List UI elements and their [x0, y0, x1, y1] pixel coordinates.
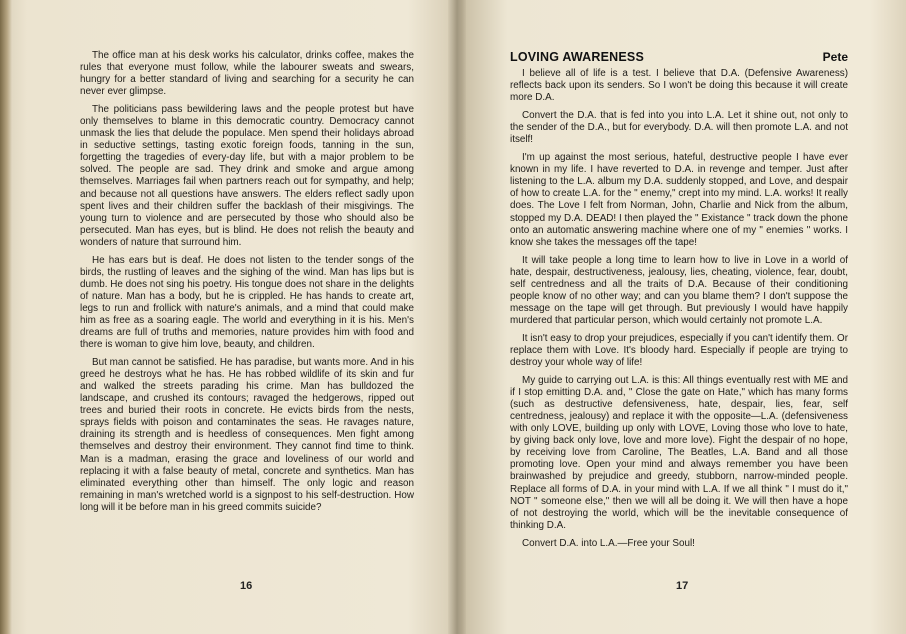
- left-page-body: [80, 50, 414, 520]
- left-page: [0, 0, 452, 634]
- paragraph: He has ears but is deaf. He does not listen to the tender songs of the birds, the rustling of leaves and the sighing of the wind. Man has lips but is dumb. He does not sing his poetry. His tongue does not share in the delights of nature. Man has a body, but he is crippled. He has hands to create art, legs to run and frollick with nature's animals, and a mind that could make him as free as a soaring eagle. The world and everything in it is his. Men's dreams are full of truths and memories, nature provides him with food and there is woman to give him love, beauty, and children.: [80, 254, 414, 351]
- paragraph: It will take people a long time to learn how to live in Love in a world of hate, despair, destructiveness, jealousy, lies, cheating, violence, fear, doubt, self centredness and all the traits of D.A. Because of their conditioning people know of no other way; and can you blame them? I don't suppose the message on the tape will get through. But previously I would have happily murdered that particular person, which would certainly not promote L.A.: [510, 254, 848, 326]
- paragraph: It isn't easy to drop your prejudices, especially if you can't identify them. Or replace them with Love. It's bloody hard. Especially if people are trying to destroy your whole way of life!: [510, 332, 848, 369]
- paragraph: The politicians pass bewildering laws and the people protest but have only themselves to blame in this democratic country. Democracy cannot unmask the lies that delude the populace. Men spend their holidays abroad in seductive settings, tasting exotic foreign foods, tanning in the sun, forgetting the tragedies of every-day life, but with a major problem to be solved. The people are sad. They drink and smoke and argue among themselves. Marriages fail when partners reach out for sympathy, and help; and because not all questions have answers. The elders reflect sadly upon spent lives and their children suffer the backlash of their misgivings. The young turn to violence and are persecuted by those who should also be persecuted. Man has eyes, but is blind. He does not relish the beauty and wonders of nature that surround him.: [80, 104, 414, 248]
- page-number: 16: [240, 580, 253, 592]
- paragraph: Convert the D.A. that is fed into you into L.A. Let it shine out, not only to the sender of the D.A., but for everybody. D.A. will then promote L.A. and not itself!: [510, 110, 848, 146]
- article-author: Pete: [822, 50, 848, 64]
- article-title: LOVING AWARENESS: [510, 50, 645, 64]
- article-header: [510, 50, 848, 66]
- right-page-body: [510, 68, 848, 556]
- page-number: 17: [676, 580, 689, 592]
- paragraph: The office man at his desk works his calculator, drinks coffee, makes the rules that everyone must follow, while the labourer sweats and swears, hungry for a better standard of living and searching for a security he can never ever glimpse.: [80, 50, 414, 98]
- paragraph: But man cannot be satisfied. He has paradise, but wants more. And in his greed he destroys what he has. He has robbed wildlife of its skin and fur and walked the streets parading his crime. Man has bulldozed the landscape, and crushed its contours; ravaged the hedgerows, ripped out trees and buried their roots in concrete. He evicts birds from the nests, sprays fields with poison and contaminates the seas. He ravages nature, draining its strength and is heedless of consequences. Men fight among themselves and destroy their environment. They cannot find time to think. Man is a madman, erasing the grace and loveliness of our world and replacing it with a false beauty of metal, concrete and synthetics. Man has eliminated everything other than himself. The only logic and reason remaining in man's wretched world is a signpost to his self-destruction. How long will it be before man in his greed commits suicide?: [80, 357, 414, 513]
- closing-line: Convert D.A. into L.A.—Free your Soul!: [522, 537, 695, 549]
- paragraph: My guide to carrying out L.A. is this: All things eventually rest with ME and if I stop emitting D.A. and, " Close the gate on Hate," which has many forms (such as destructive defensiveness, hate, despair, lies, fear, self centredness, jealousy) and replace it with the opposite—L.A. (defensiveness with only LOVE, building up only with LOVE, Loving those who love to hate, by giving back only love, love and more love). Fight the despair of no hope, by receiving love from Caroline, The Beatles, L.A. Band and all those promoting love. Open your mind and always remember you have been brainwashed by prejudice and greedy, stubborn, narrow-minded people. Replace all forms of D.A. in your mind with L.A. If we all think " I must do it," NOT " someone else," then we will all be doing it. We will then have a hope of not destroying the world, which will be the inevitable consequence of thinking D.A.: [510, 375, 848, 531]
- right-page: [462, 0, 906, 634]
- paragraph: I'm up against the most serious, hateful, destructive people I have ever known in my life. I have reverted to D.A. in revenge and temper. Just after listening to the L.A. album my D.A. suddenly stopped, and Love, and despair of how to create L.A. for the " enemy," crept into my mind. L.A. works! It really does. The Love I felt from Norman, John, Charlie and Nick from the album, stopped my D.A. DEAD! I then played the " Existance " track down the phone onto an automatic answering machine where one of my " enemies " works. I know she takes the messages off the tape!: [510, 152, 848, 248]
- paragraph: I believe all of life is a test. I believe that D.A. (Defensive Awareness) reflects back upon its senders. So I won't be doing this because it will create more D.A.: [510, 68, 848, 104]
